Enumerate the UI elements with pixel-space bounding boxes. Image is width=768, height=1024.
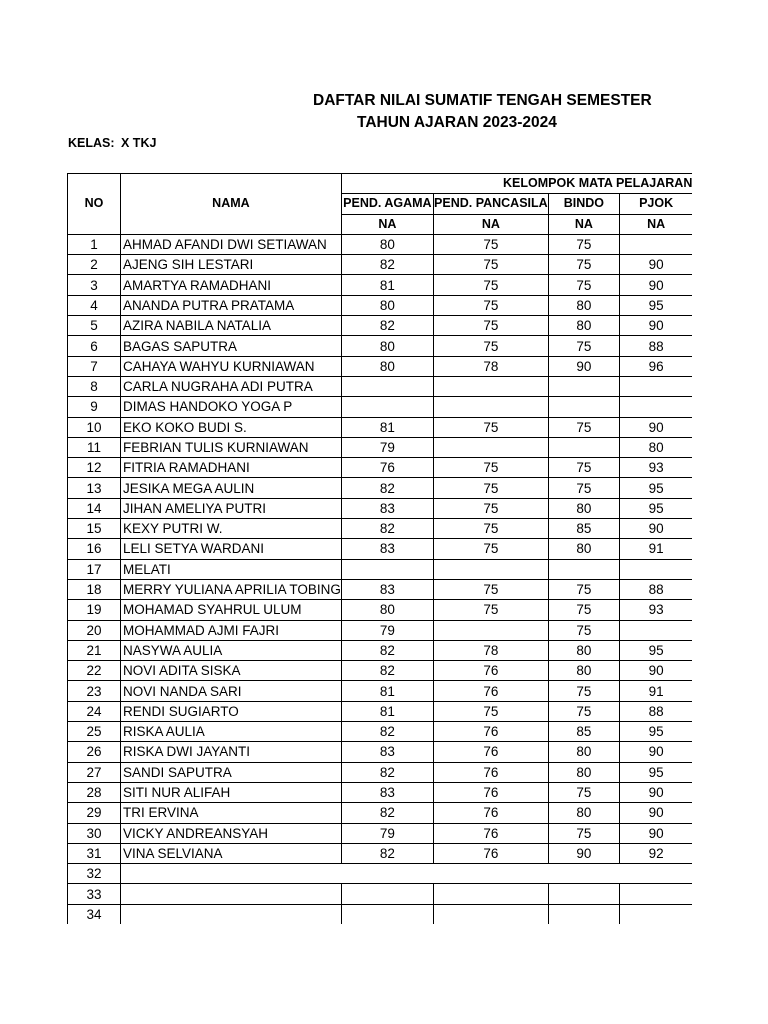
grade-pend-pancasila: 76 bbox=[433, 762, 548, 782]
grade-pend-pancasila: 78 bbox=[433, 640, 548, 660]
table-row bbox=[68, 478, 693, 498]
academic-year-title: TAHUN AJARAN 2023-2024 bbox=[357, 114, 557, 131]
student-name: JESIKA MEGA AULIN bbox=[121, 478, 342, 498]
row-number: 22 bbox=[68, 661, 121, 681]
student-name: CARLA NUGRAHA ADI PUTRA bbox=[121, 376, 342, 396]
grade-pend-agama bbox=[341, 559, 433, 579]
grade-bindo bbox=[548, 559, 619, 579]
grade-bindo: 85 bbox=[548, 519, 619, 539]
grade-pend-pancasila: 75 bbox=[433, 600, 548, 620]
student-name: MELATI bbox=[121, 559, 342, 579]
row-number: 8 bbox=[68, 376, 121, 396]
grade-bindo: 75 bbox=[548, 701, 619, 721]
column-header-bindo: BINDO bbox=[548, 194, 619, 214]
row-number: 18 bbox=[68, 579, 121, 599]
grade-bindo: 80 bbox=[548, 762, 619, 782]
table-row bbox=[68, 640, 693, 660]
grade-pend-pancasila: 76 bbox=[433, 843, 548, 863]
grade-pend-agama: 79 bbox=[341, 620, 433, 640]
grade-pjok bbox=[619, 376, 692, 396]
table-row bbox=[68, 782, 693, 802]
empty-cell bbox=[433, 884, 548, 904]
grade-pend-agama: 82 bbox=[341, 255, 433, 275]
row-number: 1 bbox=[68, 234, 121, 254]
grade-pend-pancasila: 75 bbox=[433, 295, 548, 315]
student-name: RISKA DWI JAYANTI bbox=[121, 742, 342, 762]
row-number: 24 bbox=[68, 701, 121, 721]
row-number: 2 bbox=[68, 255, 121, 275]
table-row bbox=[68, 295, 693, 315]
grade-pend-pancasila: 75 bbox=[433, 275, 548, 295]
grade-pend-pancasila: 76 bbox=[433, 722, 548, 742]
grade-pjok: 90 bbox=[619, 519, 692, 539]
empty-cell bbox=[121, 884, 342, 904]
grade-pend-agama: 80 bbox=[341, 356, 433, 376]
column-header-no: NO bbox=[68, 174, 121, 235]
subheader-na: NA bbox=[619, 214, 692, 234]
student-name: NOVI NANDA SARI bbox=[121, 681, 342, 701]
row-number: 12 bbox=[68, 458, 121, 478]
grade-bindo: 75 bbox=[548, 336, 619, 356]
grade-pend-pancasila: 78 bbox=[433, 356, 548, 376]
column-header-pjok: PJOK bbox=[619, 194, 692, 214]
grade-pend-pancasila bbox=[433, 397, 548, 417]
grade-pend-pancasila: 75 bbox=[433, 336, 548, 356]
row-number: 29 bbox=[68, 803, 121, 823]
grade-pend-pancasila: 76 bbox=[433, 782, 548, 802]
row-number: 34 bbox=[68, 904, 121, 924]
grade-pend-pancasila bbox=[433, 620, 548, 640]
grade-pjok: 96 bbox=[619, 356, 692, 376]
grade-pend-agama: 81 bbox=[341, 681, 433, 701]
empty-cell bbox=[341, 904, 433, 924]
grade-pjok: 90 bbox=[619, 782, 692, 802]
student-name: KEXY PUTRI W. bbox=[121, 519, 342, 539]
grade-pend-agama: 82 bbox=[341, 762, 433, 782]
table-row bbox=[68, 417, 693, 437]
grade-pend-agama: 80 bbox=[341, 336, 433, 356]
empty-cell bbox=[433, 904, 548, 924]
table-row bbox=[68, 843, 693, 863]
grade-pjok: 95 bbox=[619, 478, 692, 498]
row-number: 21 bbox=[68, 640, 121, 660]
empty-cell bbox=[619, 884, 692, 904]
empty-table-row bbox=[68, 884, 693, 904]
table-row bbox=[68, 275, 693, 295]
grade-bindo: 80 bbox=[548, 742, 619, 762]
grade-pjok: 90 bbox=[619, 823, 692, 843]
table-row bbox=[68, 823, 693, 843]
empty-table-row bbox=[68, 864, 693, 884]
table-row bbox=[68, 762, 693, 782]
student-name: NOVI ADITA SISKA bbox=[121, 661, 342, 681]
grade-pjok: 88 bbox=[619, 336, 692, 356]
student-name: AMARTYA RAMADHANI bbox=[121, 275, 342, 295]
grade-pend-agama bbox=[341, 376, 433, 396]
grade-pend-pancasila: 76 bbox=[433, 803, 548, 823]
row-number: 20 bbox=[68, 620, 121, 640]
row-number: 5 bbox=[68, 316, 121, 336]
grade-pend-agama: 79 bbox=[341, 437, 433, 457]
column-header-nama: NAMA bbox=[121, 174, 342, 235]
student-name: NASYWA AULIA bbox=[121, 640, 342, 660]
student-name: MOHAMAD SYAHRUL ULUM bbox=[121, 600, 342, 620]
grade-bindo: 80 bbox=[548, 316, 619, 336]
grade-pjok: 88 bbox=[619, 579, 692, 599]
table-row bbox=[68, 458, 693, 478]
grade-pjok: 91 bbox=[619, 681, 692, 701]
table-row bbox=[68, 681, 693, 701]
grade-bindo: 75 bbox=[548, 600, 619, 620]
grade-bindo: 80 bbox=[548, 295, 619, 315]
grade-pend-agama: 82 bbox=[341, 316, 433, 336]
row-number: 32 bbox=[68, 864, 121, 884]
grade-pjok: 95 bbox=[619, 498, 692, 518]
empty-cell bbox=[548, 884, 619, 904]
grade-pend-agama: 80 bbox=[341, 600, 433, 620]
student-name: TRI ERVINA bbox=[121, 803, 342, 823]
grade-pjok: 90 bbox=[619, 316, 692, 336]
grade-pend-agama: 81 bbox=[341, 417, 433, 437]
grade-rows bbox=[68, 234, 693, 924]
grade-pjok: 90 bbox=[619, 275, 692, 295]
student-name: SANDI SAPUTRA bbox=[121, 762, 342, 782]
grade-pend-pancasila: 75 bbox=[433, 458, 548, 478]
row-number: 14 bbox=[68, 498, 121, 518]
grade-pjok: 88 bbox=[619, 701, 692, 721]
student-name: DIMAS HANDOKO YOGA P bbox=[121, 397, 342, 417]
student-name: FITRIA RAMADHANI bbox=[121, 458, 342, 478]
grade-pend-pancasila: 76 bbox=[433, 742, 548, 762]
grade-pend-agama: 82 bbox=[341, 640, 433, 660]
grade-bindo: 80 bbox=[548, 498, 619, 518]
grade-bindo bbox=[548, 397, 619, 417]
grade-pend-agama: 82 bbox=[341, 722, 433, 742]
student-name: AJENG SIH LESTARI bbox=[121, 255, 342, 275]
table-row bbox=[68, 539, 693, 559]
row-number: 6 bbox=[68, 336, 121, 356]
table-row bbox=[68, 437, 693, 457]
student-name: MERRY YULIANA APRILIA TOBING bbox=[121, 579, 342, 599]
student-name: BAGAS SAPUTRA bbox=[121, 336, 342, 356]
table-row bbox=[68, 376, 693, 396]
table-row bbox=[68, 661, 693, 681]
grade-pend-agama: 82 bbox=[341, 661, 433, 681]
grade-pend-pancasila: 75 bbox=[433, 234, 548, 254]
grade-pend-pancasila: 76 bbox=[433, 823, 548, 843]
column-header-pend-pancasila: PEND. PANCASILA bbox=[433, 194, 548, 214]
grade-pjok: 95 bbox=[619, 762, 692, 782]
grade-pend-agama: 79 bbox=[341, 823, 433, 843]
grade-pjok: 90 bbox=[619, 742, 692, 762]
grade-pjok: 80 bbox=[619, 437, 692, 457]
grade-bindo: 90 bbox=[548, 356, 619, 376]
table-row bbox=[68, 579, 693, 599]
grade-pjok: 93 bbox=[619, 600, 692, 620]
grade-pend-agama: 83 bbox=[341, 539, 433, 559]
table-row bbox=[68, 722, 693, 742]
grade-pjok: 90 bbox=[619, 255, 692, 275]
row-number: 7 bbox=[68, 356, 121, 376]
grade-pjok: 90 bbox=[619, 661, 692, 681]
table-row bbox=[68, 316, 693, 336]
row-number: 25 bbox=[68, 722, 121, 742]
empty-cell bbox=[619, 904, 692, 924]
row-number: 31 bbox=[68, 843, 121, 863]
grades-table bbox=[67, 173, 692, 924]
student-name: FEBRIAN TULIS KURNIAWAN bbox=[121, 437, 342, 457]
student-name: JIHAN AMELIYA PUTRI bbox=[121, 498, 342, 518]
grade-bindo: 80 bbox=[548, 661, 619, 681]
grade-pend-pancasila: 76 bbox=[433, 681, 548, 701]
grade-bindo: 75 bbox=[548, 478, 619, 498]
table-row bbox=[68, 559, 693, 579]
table-row bbox=[68, 234, 693, 254]
grade-pend-pancasila: 75 bbox=[433, 539, 548, 559]
subheader-na: NA bbox=[433, 214, 548, 234]
row-number: 19 bbox=[68, 600, 121, 620]
grade-pjok bbox=[619, 620, 692, 640]
row-number: 11 bbox=[68, 437, 121, 457]
grade-pend-agama: 83 bbox=[341, 782, 433, 802]
grade-pjok: 90 bbox=[619, 803, 692, 823]
grade-pjok: 90 bbox=[619, 417, 692, 437]
grade-pend-pancasila: 75 bbox=[433, 255, 548, 275]
empty-cell bbox=[548, 904, 619, 924]
table-row bbox=[68, 600, 693, 620]
grade-pend-agama: 82 bbox=[341, 519, 433, 539]
grade-pend-pancasila: 76 bbox=[433, 661, 548, 681]
grade-bindo: 80 bbox=[548, 640, 619, 660]
student-name: RENDI SUGIARTO bbox=[121, 701, 342, 721]
row-number: 15 bbox=[68, 519, 121, 539]
grade-pend-pancasila bbox=[433, 376, 548, 396]
row-number: 27 bbox=[68, 762, 121, 782]
grade-pjok: 93 bbox=[619, 458, 692, 478]
student-name: RISKA AULIA bbox=[121, 722, 342, 742]
table-row bbox=[68, 255, 693, 275]
grade-pjok: 95 bbox=[619, 722, 692, 742]
table-row bbox=[68, 336, 693, 356]
grade-pend-agama: 81 bbox=[341, 701, 433, 721]
table-row bbox=[68, 620, 693, 640]
grade-pend-agama: 80 bbox=[341, 234, 433, 254]
subject-group-label: KELOMPOK MATA PELAJARAN bbox=[503, 176, 693, 191]
grade-bindo: 75 bbox=[548, 458, 619, 478]
grade-pend-agama bbox=[341, 397, 433, 417]
table-row bbox=[68, 356, 693, 376]
grade-pend-agama: 81 bbox=[341, 275, 433, 295]
subheader-na: NA bbox=[548, 214, 619, 234]
grade-bindo bbox=[548, 437, 619, 457]
empty-cell bbox=[121, 864, 693, 884]
grade-pend-pancasila: 75 bbox=[433, 478, 548, 498]
row-number: 9 bbox=[68, 397, 121, 417]
row-number: 23 bbox=[68, 681, 121, 701]
empty-cell bbox=[121, 904, 342, 924]
grade-bindo: 75 bbox=[548, 681, 619, 701]
class-label: KELAS: bbox=[68, 136, 115, 150]
grade-pend-agama: 83 bbox=[341, 498, 433, 518]
grade-bindo: 75 bbox=[548, 782, 619, 802]
grade-bindo: 75 bbox=[548, 275, 619, 295]
row-number: 26 bbox=[68, 742, 121, 762]
grade-pend-agama: 83 bbox=[341, 579, 433, 599]
row-number: 17 bbox=[68, 559, 121, 579]
grade-pend-agama: 80 bbox=[341, 295, 433, 315]
grade-bindo: 80 bbox=[548, 539, 619, 559]
grade-bindo: 75 bbox=[548, 823, 619, 843]
student-name: ANANDA PUTRA PRATAMA bbox=[121, 295, 342, 315]
table-row bbox=[68, 498, 693, 518]
student-name: LELI SETYA WARDANI bbox=[121, 539, 342, 559]
student-name: EKO KOKO BUDI S. bbox=[121, 417, 342, 437]
row-number: 30 bbox=[68, 823, 121, 843]
table-row bbox=[68, 519, 693, 539]
student-name: VICKY ANDREANSYAH bbox=[121, 823, 342, 843]
table-row bbox=[68, 397, 693, 417]
grade-pend-pancasila bbox=[433, 437, 548, 457]
row-number: 4 bbox=[68, 295, 121, 315]
row-number: 13 bbox=[68, 478, 121, 498]
grade-pjok bbox=[619, 397, 692, 417]
student-name: SITI NUR ALIFAH bbox=[121, 782, 342, 802]
table-row bbox=[68, 742, 693, 762]
grade-pend-agama: 83 bbox=[341, 742, 433, 762]
grade-pend-pancasila: 75 bbox=[433, 701, 548, 721]
grade-pend-pancasila: 75 bbox=[433, 316, 548, 336]
grade-bindo: 75 bbox=[548, 579, 619, 599]
grade-pjok bbox=[619, 559, 692, 579]
grade-bindo bbox=[548, 376, 619, 396]
table-row bbox=[68, 803, 693, 823]
grade-bindo: 75 bbox=[548, 620, 619, 640]
student-name: CAHAYA WAHYU KURNIAWAN bbox=[121, 356, 342, 376]
grade-pjok bbox=[619, 234, 692, 254]
grade-pend-pancasila: 75 bbox=[433, 417, 548, 437]
grade-bindo: 75 bbox=[548, 255, 619, 275]
table-row bbox=[68, 701, 693, 721]
grade-bindo: 80 bbox=[548, 803, 619, 823]
column-header-pend-agama: PEND. AGAMA bbox=[341, 194, 433, 214]
empty-table-row bbox=[68, 904, 693, 924]
row-number: 3 bbox=[68, 275, 121, 295]
grade-pjok: 95 bbox=[619, 295, 692, 315]
grade-pjok: 95 bbox=[619, 640, 692, 660]
grade-bindo: 90 bbox=[548, 843, 619, 863]
empty-cell bbox=[341, 884, 433, 904]
row-number: 10 bbox=[68, 417, 121, 437]
grade-pend-pancasila bbox=[433, 559, 548, 579]
row-number: 16 bbox=[68, 539, 121, 559]
grade-pend-pancasila: 75 bbox=[433, 498, 548, 518]
student-name: AHMAD AFANDI DWI SETIAWAN bbox=[121, 234, 342, 254]
document-title: DAFTAR NILAI SUMATIF TENGAH SEMESTER bbox=[313, 92, 652, 109]
grade-pjok: 92 bbox=[619, 843, 692, 863]
grade-pjok: 91 bbox=[619, 539, 692, 559]
grade-pend-agama: 82 bbox=[341, 478, 433, 498]
grade-pend-agama: 82 bbox=[341, 803, 433, 823]
row-number: 28 bbox=[68, 782, 121, 802]
subheader-na: NA bbox=[341, 214, 433, 234]
grade-bindo: 85 bbox=[548, 722, 619, 742]
grade-pend-pancasila: 75 bbox=[433, 519, 548, 539]
grade-pend-pancasila: 75 bbox=[433, 579, 548, 599]
student-name: VINA SELVIANA bbox=[121, 843, 342, 863]
grade-bindo: 75 bbox=[548, 417, 619, 437]
subject-group-header bbox=[341, 174, 692, 194]
row-number: 33 bbox=[68, 884, 121, 904]
class-value: X TKJ bbox=[121, 136, 157, 150]
grade-bindo: 75 bbox=[548, 234, 619, 254]
student-name: MOHAMMAD AJMI FAJRI bbox=[121, 620, 342, 640]
grade-pend-agama: 82 bbox=[341, 843, 433, 863]
student-name: AZIRA NABILA NATALIA bbox=[121, 316, 342, 336]
grade-pend-agama: 76 bbox=[341, 458, 433, 478]
